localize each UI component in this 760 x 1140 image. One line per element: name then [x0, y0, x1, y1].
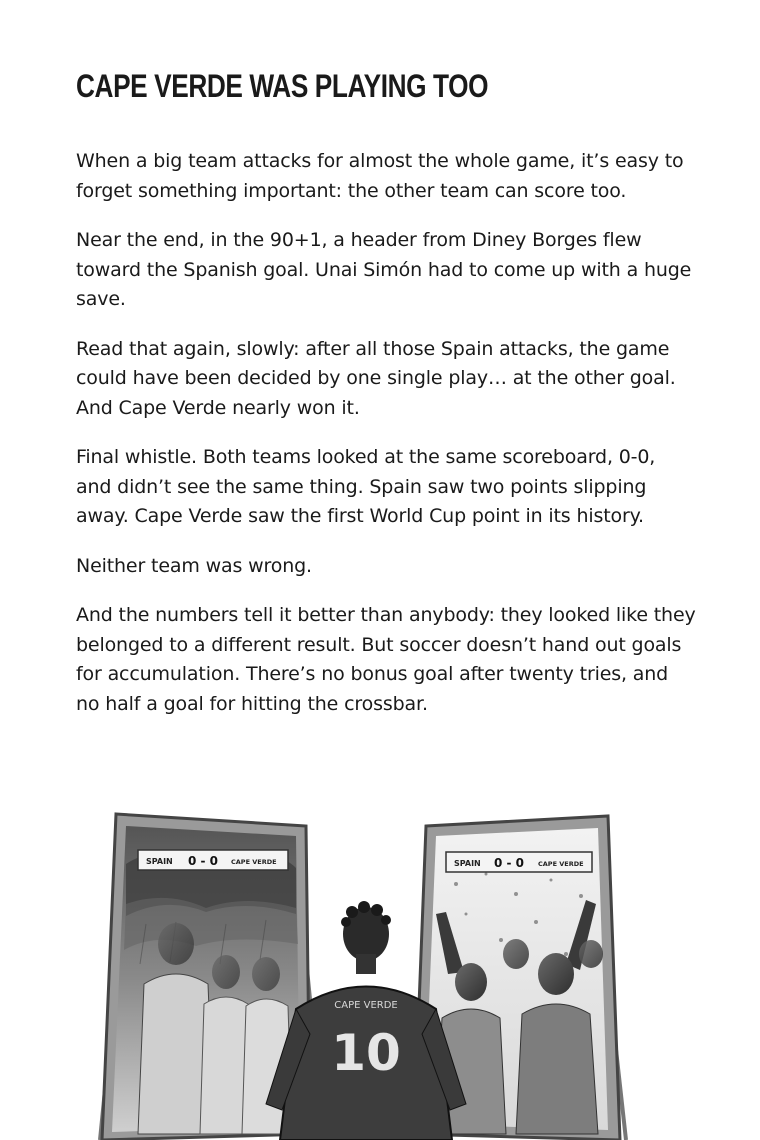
left-board-score: 0 - 0 [188, 854, 219, 868]
right-board-score: 0 - 0 [494, 856, 525, 870]
article [76, 68, 696, 739]
paragraph-4: Final whistle. Both teams looked at the same scoreboard, 0-0, and didn’t see the same thing. Spain saw two points slipping away. Cape Verde saw the first World Cup point in its history. [76, 446, 656, 527]
shirt-name: CAPE VERDE [334, 1000, 398, 1011]
left-board-team-a: SPAIN [146, 857, 173, 866]
paragraph-6: And the numbers tell it better than anybody: they looked like they belonged to a different result. But soccer doesn’t hand out goals for accumulation. There’s no bonus goal after twenty tries, and no half a goal for hitting the crossbar. [76, 604, 696, 715]
paragraph-2: Near the end, in the 90+1, a header from Diney Borges flew toward the Spanish goal. Unai Simón had to come up with a huge save. [76, 229, 692, 310]
right-board-team-a: SPAIN [454, 859, 481, 868]
paragraph-3: Read that again, slowly: after all those Spain attacks, the game could have been decided by one single play… at the other goal. And Cape Verde nearly won it. [76, 337, 676, 419]
mirror-illustration [96, 804, 666, 1140]
right-board-team-b: CAPE VERDE [538, 860, 584, 868]
shirt-number: 10 [331, 1024, 401, 1082]
article-title: CAPE VERDE WAS PLAYING TOO [76, 68, 489, 104]
paragraph-1: When a big team attacks for almost the whole game, it’s easy to forget something important: the other team can score too. [76, 150, 684, 202]
paragraph-5: Neither team was wrong. [76, 554, 312, 577]
left-board-team-b: CAPE VERDE [231, 858, 277, 866]
